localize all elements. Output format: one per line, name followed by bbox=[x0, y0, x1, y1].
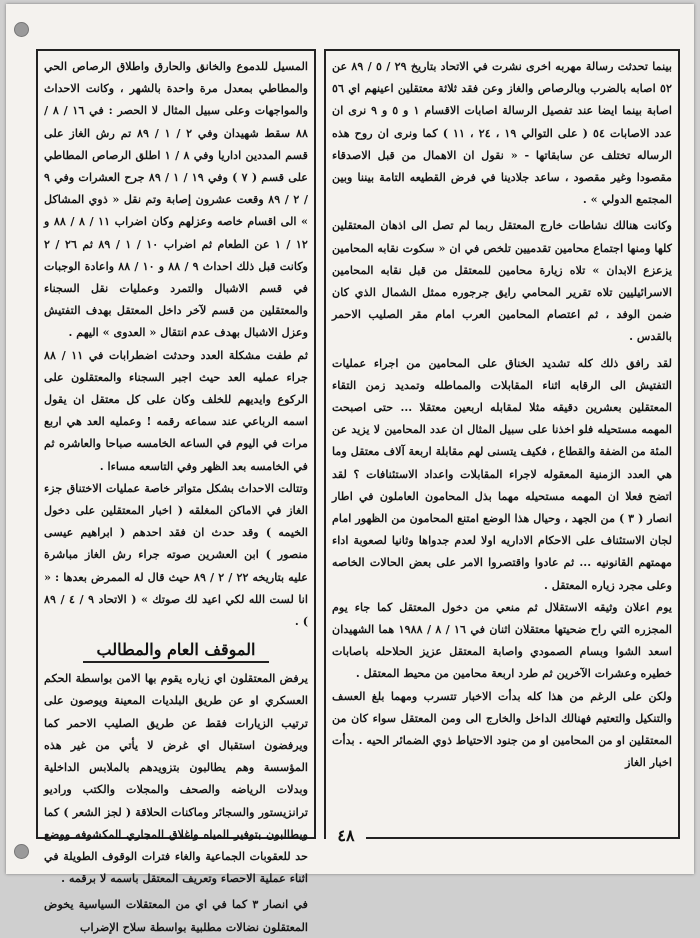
section-title bbox=[44, 640, 308, 663]
paragraph-rc-2: وكانت هنالك نشاطات خارج المعتقل ربما لم تصل الى اذهان المعتقلين كلها ومنها اجتماع محامين تقدميين تلخص في ان « سكوت نقابه المحامين يزعزع الابدان » تلاه زيارة محامين للمعتقل من قبل نقابه المحامين الاسرائيليين تلاه تقرير المحامي رايق جرجوره ممثل الشمال الذي كان ضمن الوفد ، ثم اعتصام المحامين العرب امام مقر الصليب الاحمر بالقدس . bbox=[332, 218, 672, 344]
punch-hole-icon bbox=[14, 22, 29, 37]
paragraph-lc-4: يرفض المعتقلون اي زياره يقوم بها الامن بواسطة الحكم العسكري او عن طريق البلديات المعينة ويوصون على ترتيب الزيارات فقط عن طريق الصليب الاحمر كما ويرفضون استقبال اي غرض لا يأتي من غير هذه المؤسسة وهم يطالبون بتزويدهم بالملابس الداخلية وبدلات الرياضه والصحف والمجلات والكتب وراديو ترانزيستور والسجائر وماكنات الحلاقة ( لجز الشعر ) كما ويطالبون بتوفير المياه واغلاق المجاري المكشوفه ووضع حد للعقوبات الجماعية والغاء فترات الوقوف الطويلة في اثناء عملية الاحصاء وتعريف المعتقل باسمه لا برقمه . bbox=[44, 671, 308, 886]
paragraph-rc-3: لقد رافق ذلك كله تشديد الخناق على المحامين من اجراء عمليات التفتيش الى الرقابه اثناء المقابلات والمماطله وتمديد زمن التقاء المعتقلين بعشرين دقيقه مثلا لمقابله اربعين معتقلا ... حتى اصبحت المهمه مستحيله فلو اخذنا على سبيل المثال ان عدد المحامين لا يزيد عن المئة من الضفة والقطاع ، فكيف يتسنى لهم مقابلة اربعة آلاف معتقل وما هي العدد الزمنية المعقوله لاجراء المقابلات واعداد الاستئنافات ؟ لقد اتضح فعلا ان المهمه مستحيله مهما بذل المحامون العاملون في اطار انصار ( ٣ ) من الجهد ، وحيال هذا الوضع امتنع المحامون من الظهور امام لجان الاستئناف على الاحكام الاداريه اولا لعدم جدواها وثانيا لصعوبة اداء مهمتهم القانونيه ... ثم عادوا واقتصروا الامر على بعض الحالات الخاصه وعلى مجرد زياره المعتقل . bbox=[331, 355, 672, 592]
paragraph-lc-5: في انصار ٣ كما في اي من المعتقلات السياسية يخوض المعتقلون نضالات مطلبية بواسطة سلاح الإضراب bbox=[44, 897, 308, 934]
document-page bbox=[6, 4, 694, 934]
paragraph-lc-3: وتتالت الاحداث بشكل متواتر خاصة عمليات الاختناق جزء الغاز في الاماكن المغلقه ( اخبار المعتقلين على دخول الخيمه ) وقد حدث ان فقد احدهم ( ابراهيم عيسى منصور ) ابن العشرين صوته جراء رش الغاز مباشرة عليه بتاريخه ٢٢ / ٢ / ٨٩ حيث قال له الممرض بعدها : « انا لست الله لكي اعيد لك صوتك » ( الاتحاد ٩ / ٤ / ٨٩ ) . bbox=[44, 480, 308, 629]
paragraph-rc-1: بينما تحدثت رسالة مهربه اخرى نشرت في الاتحاد بتاريخ ٢٩ / ٥ / ٨٩ عن ٥٢ اصابه بالضرب وبالرصاص والغاز وعن فقد ثلاثة معتقلين اعينهم اي ٥٦ اصابة بينما ايضا عند تفصيل الرسالة اصابات الاقسام ١ و ٥ و ٩ نرى ان عدد الاصابات ٥٤ ( على التوالي ١٩ ، ٢٤ ، ١١ ) كما ونرى ان روح هذه الرساله تختلف عن سابقاتها - « نقول ان الاهمال من قبل الاصدقاء مقصودا وغير مقصود ، ساعد جلادينا في فرض القطيعه التامة بيننا وبين المجتمع الدولي » . bbox=[332, 59, 673, 207]
paragraph-lc-2: ثم طفت مشكلة العدد وحدثت اضطرابات في ١١ / ٨٨ جراء عمليه العد حيث اجبر السجناء والمعتقلون على الركوع وايديهم للخلف وكان على كل معتقل ان يقول اسمه الرباعي عند سماعه رقمه ! وعمليه العد هي اربع مرات في اليوم في الساعه الخامسه صباحا والعاشره ثم في الخامسه بعد الظهر وفي التاسعه مساءا . bbox=[44, 347, 308, 473]
right-column bbox=[324, 49, 680, 839]
paragraph-lc-1: المسيل للدموع والخانق والحارق واطلاق الرصاص الحي والمطاطي بمعدل مرة واحدة بالشهر ، وكانت الاحداث والمواجهات وعلى سبيل المثال لا الحصر : في ١٦ / ٨ / ٨٨ سقط شهيدان وفي ٢ / ١ / ٨٩ تم رش الغاز على قسم المددين اداريا وفي ٨ / ١ اطلق الرصاص المطاطي على قسم ( ٧ ) وفي ١٩ / ١ / ٨٩ جرح العشرات وفي ٩ / ٢ / ٨٩ وقعت عشرون إصابة وتم نقل « ذوي المشاكل » الى اقسام خاصه وعزلهم وكان اضراب ١١ / ٨ / ٨٨ و ١٢ / ١ عن الطعام ثم اضراب ١٠ / ١ / ٨٩ ثم ٢٦ / ٢ وكانت قبل ذلك احداث ٩ / ٨٨ و ١٠ / ٨٨ واعادة الوجبات في قسم الاشبال والتمرد وعمليات نقل السجناء والمعتقلين من قسم لآخر داخل المعتقل بهدف التفتيش وعزل الاشبال بهدف عدم انتقال « العدوى » اليهم . bbox=[44, 59, 308, 340]
section-title-text: الموقف العام والمطالب bbox=[83, 640, 270, 663]
left-column bbox=[36, 49, 316, 934]
page-number: ٤٨ bbox=[326, 826, 366, 845]
paragraph-rc-4: يوم اعلان وثيقه الاستقلال ثم منعي من دخول المعتقل كما جاء يوم المجزره التي راح ضحيتها معتقلان اثنان في ١٦ / ٨ / ١٩٨٨ هما الشهيدان اسعد الشوا وبسام الصمودي واصابة المعتقل عزيز الحلاحله باصابات خطيره وعشرات الآخرين ثم طرد اربعة محامين من محيط المعتقل . bbox=[332, 599, 672, 681]
punch-hole-icon bbox=[14, 844, 29, 859]
paragraph-rc-5: ولكن على الرغم من هذا كله بدأت الاخبار تتسرب ومهما بلغ العسف والتنكيل والتعتيم فهنالك الداخل والخارج الى ومن المعتقل سواء كان من المعتقلين او من المحامين او من جنود الاحتياط ذوي الضمائر الحيه . بدأت اخبار الغاز bbox=[332, 688, 672, 770]
